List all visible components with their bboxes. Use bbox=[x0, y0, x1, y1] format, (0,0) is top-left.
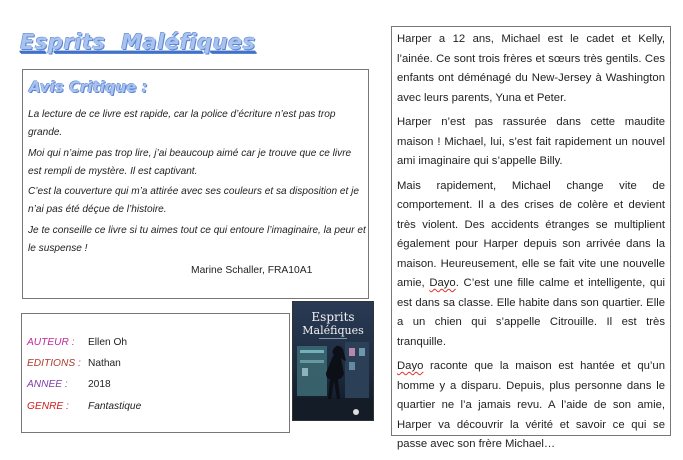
story-paragraph: Harper a 12 ans, Michael est le cadet et Kelly, l’ainée. Ce sont trois frères et sœurs très gentils. Ces enfants ont déménagé du New-Jersey à Washington avec leurs parents, Yuna et Peter. bbox=[397, 33, 665, 104]
review-paragraph: La lecture de ce livre est rapide, car la police d’écriture n’est pas trop grande. bbox=[28, 109, 336, 138]
cover-title-line1: Esprits bbox=[311, 310, 355, 324]
genre-label: GENRE : bbox=[27, 401, 69, 412]
year-value: 2018 bbox=[88, 379, 111, 390]
page-title: Esprits Maléfiques bbox=[20, 30, 256, 54]
story-paragraph bbox=[397, 177, 665, 353]
publisher-value: Nathan bbox=[88, 358, 121, 369]
story-text bbox=[397, 30, 665, 460]
story-text-segment: Mais rapidement, Michael change vite de comportement. Il a des crises de colère et devient très violent. Des accidents étranges se multiplient également pour Harper depuis son arrivée dans la maison. Heureusement, elle se fait vite une nouvelle amie, bbox=[397, 179, 665, 289]
year-label: ANNEE : bbox=[27, 379, 68, 390]
story-paragraph bbox=[397, 357, 665, 455]
cover-title-line2: Maléfiques bbox=[302, 324, 364, 337]
author-label: AUTEUR : bbox=[27, 337, 75, 348]
review-heading: Avis Critique : bbox=[29, 78, 148, 96]
author-value: Ellen Oh bbox=[88, 337, 128, 348]
story-text-segment: raconte que la maison est hantée et qu’un homme y a disparu. Depuis, plus personne dans le quartier ne l’a jamais revu. A l’aide de son amie, Harper va découvrir la vérité et savoir ce qui se passe avec son frère Michael… bbox=[397, 360, 665, 450]
review-paragraph: Moi qui n’aime pas trop lire, j’ai beaucoup aimé car je trouve que ce livre est rempli de mystère. Il est captivant. bbox=[28, 147, 352, 177]
spellcheck-flagged-word: Dayo bbox=[429, 277, 456, 289]
book-cover-image bbox=[292, 301, 374, 421]
book-info-box bbox=[21, 313, 290, 433]
review-paragraph: C’est la couverture qui m’a attirée avec ses couleurs et sa disposition et je n’ai pas été déçue de l’histoire. bbox=[28, 186, 360, 215]
review-text bbox=[28, 106, 366, 260]
review-box bbox=[22, 69, 369, 299]
story-text-segment: . C’est une fille calme et intelligente, qui est dans sa classe. Elle habite dans son quartier. Elle a un chien qui s’appelle Citrouille. Il est très tranquille. bbox=[397, 277, 666, 348]
review-paragraph: Je te conseille ce livre si tu aimes tout ce qui entoure l’imaginaire, la peur et le suspense ! bbox=[28, 224, 366, 254]
review-signature: Marine Schaller, FRA10A1 bbox=[191, 265, 313, 276]
publisher-label: EDITIONS : bbox=[27, 358, 81, 369]
story-summary-box bbox=[391, 26, 671, 450]
genre-value: Fantastique bbox=[88, 401, 142, 412]
spellcheck-flagged-word: Dayo bbox=[397, 360, 424, 372]
story-paragraph: Harper n’est pas rassurée dans cette maudite maison ! Michael, lui, s’est fait rapidement un nouvel ami imaginaire qui s’appelle Billy. bbox=[397, 116, 665, 167]
